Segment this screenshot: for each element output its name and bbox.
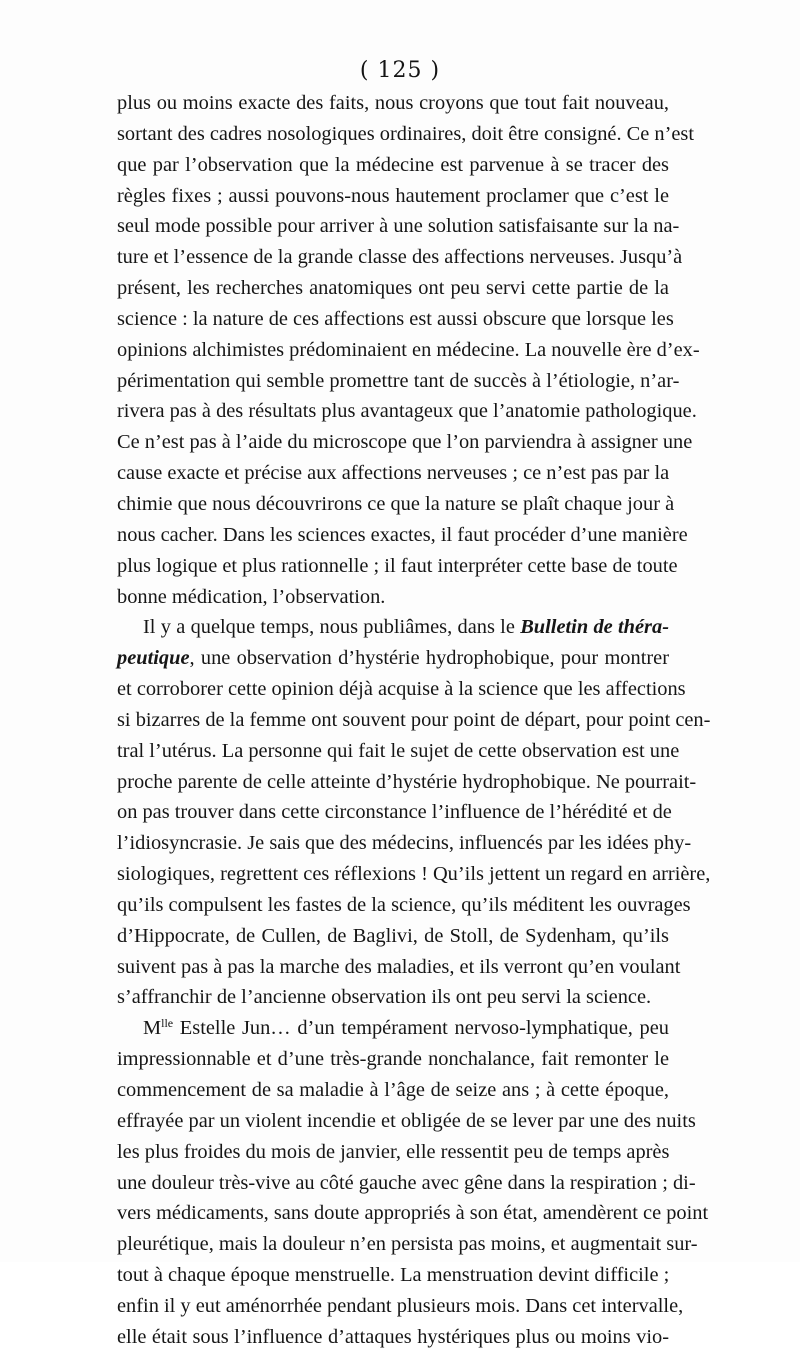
text-line: présent, les recherches anatomiques ont peu servi cette partie de la (117, 277, 669, 300)
text-line: suivent pas à pas la marche des maladies, et ils verront qu’en voulant (117, 955, 681, 978)
text-line: opinions alchimistes prédominaient en médecine. La nouvelle ère d’ex- (117, 338, 700, 361)
text-run: Il y a quelque temps, nous publiâmes, dans le (143, 616, 521, 639)
paragraph-2 (117, 612, 711, 1013)
text-line: nous cacher. Dans les sciences exactes, il faut procéder d’une manière (117, 523, 688, 546)
journal-title: Bulletin de théra- (520, 616, 669, 639)
text-line (117, 612, 669, 643)
text-line: Ce n’est pas à l’aide du microscope que l’on parviendra à assigner une (117, 431, 693, 454)
paragraph-1 (117, 88, 700, 612)
text-line (117, 643, 669, 674)
text-line: que par l’observation que la médecine est parvenue à se tracer des (117, 153, 669, 176)
superscript: lle (161, 1016, 174, 1031)
text-line (117, 1013, 669, 1044)
text-line: si bizarres de la femme ont souvent pour point de départ, pour point cen- (117, 708, 711, 731)
text-run: Estelle Jun… d’un tempérament nervoso-lymphatique, peu (173, 1017, 669, 1040)
text-line: bonne médication, l’observation. (117, 585, 386, 608)
text-line: impressionnable et d’une très-grande nonchalance, fait remonter le (117, 1048, 669, 1071)
text-run: , une observation d’hystérie hydrophobique, pour montrer (189, 647, 669, 670)
text-line: tout à chaque époque menstruelle. La menstruation devint difficile ; (117, 1264, 670, 1287)
text-line: rivera pas à des résultats plus avantageux que l’anatomie pathologique. (117, 400, 697, 423)
text-line: elle était sous l’influence d’attaques hystériques plus ou moins vio- (117, 1325, 669, 1348)
text-line: ture et l’essence de la grande classe des affections nerveuses. Jusqu’à (117, 246, 683, 269)
text-line: seul mode possible pour arriver à une solution satisfaisante sur la na- (117, 215, 680, 238)
text-line: une douleur très-vive au côté gauche avec gêne dans la respiration ; di- (117, 1171, 696, 1194)
body-text (117, 88, 711, 1353)
text-run: M (143, 1017, 162, 1040)
text-line: règles fixes ; aussi pouvons-nous hautement proclamer que c’est le (117, 184, 669, 207)
paragraph-3 (117, 1013, 709, 1352)
text-line: enfin il y eut aménorrhée pendant plusieurs mois. Dans cet intervalle, (117, 1294, 684, 1317)
journal-title-continued: peutique (117, 647, 190, 670)
text-line: qu’ils compulsent les fastes de la science, qu’ils méditent les ouvrages (117, 893, 691, 916)
text-line: proche parente de celle atteinte d’hystérie hydrophobique. Ne pourrait- (117, 770, 697, 793)
text-line: les plus froides du mois de janvier, elle ressentit peu de temps après (117, 1140, 670, 1163)
text-line: chimie que nous découvrirons ce que la nature se plaît chaque jour à (117, 492, 675, 515)
text-line: l’idiosyncrasie. Je sais que des médecins, influencés par les idées phy- (117, 832, 692, 855)
text-line: commencement de sa maladie à l’âge de seize ans ; à cette époque, (117, 1079, 669, 1101)
text-line: cause exacte et précise aux affections nerveuses ; ce n’est pas par la (117, 462, 670, 485)
text-line: d’Hippocrate, de Cullen, de Baglivi, de Stoll, de Sydenham, qu’ils (117, 924, 669, 947)
text-line: sortant des cadres nosologiques ordinaires, doit être consigné. Ce n’est (117, 122, 695, 145)
text-line: science : la nature de ces affections est aussi obscure que lorsque les (117, 307, 674, 330)
text-line: plus logique et plus rationnelle ; il faut interpréter cette base de toute (117, 554, 678, 577)
text-line: vers médicaments, sans doute appropriés à son état, amendèrent ce point (117, 1202, 709, 1225)
text-line: tral l’utérus. La personne qui fait le sujet de cette observation est une (117, 739, 680, 762)
text-line: s’affranchir de l’ancienne observation ils ont peu servi la science. (117, 986, 652, 1009)
text-line: périmentation qui semble promettre tant de succès à l’étiologie, n’ar- (117, 369, 680, 392)
text-line: on pas trouver dans cette circonstance l’influence de l’hérédité et de (117, 801, 672, 824)
text-line: et corroborer cette opinion déjà acquise à la science que les affections (117, 678, 686, 701)
text-line: pleurétique, mais la douleur n’en persista pas moins, et augmentait sur- (117, 1233, 698, 1256)
text-line: siologiques, regrettent ces réflexions ! Qu’ils jettent un regard en arrière, (117, 863, 711, 886)
text-line: plus ou moins exacte des faits, nous croyons que tout fait nouveau, (117, 92, 669, 114)
page-number: ( 125 ) (359, 58, 441, 83)
text-line: effrayée par un violent incendie et obligée de se lever par une des nuits (117, 1109, 696, 1132)
